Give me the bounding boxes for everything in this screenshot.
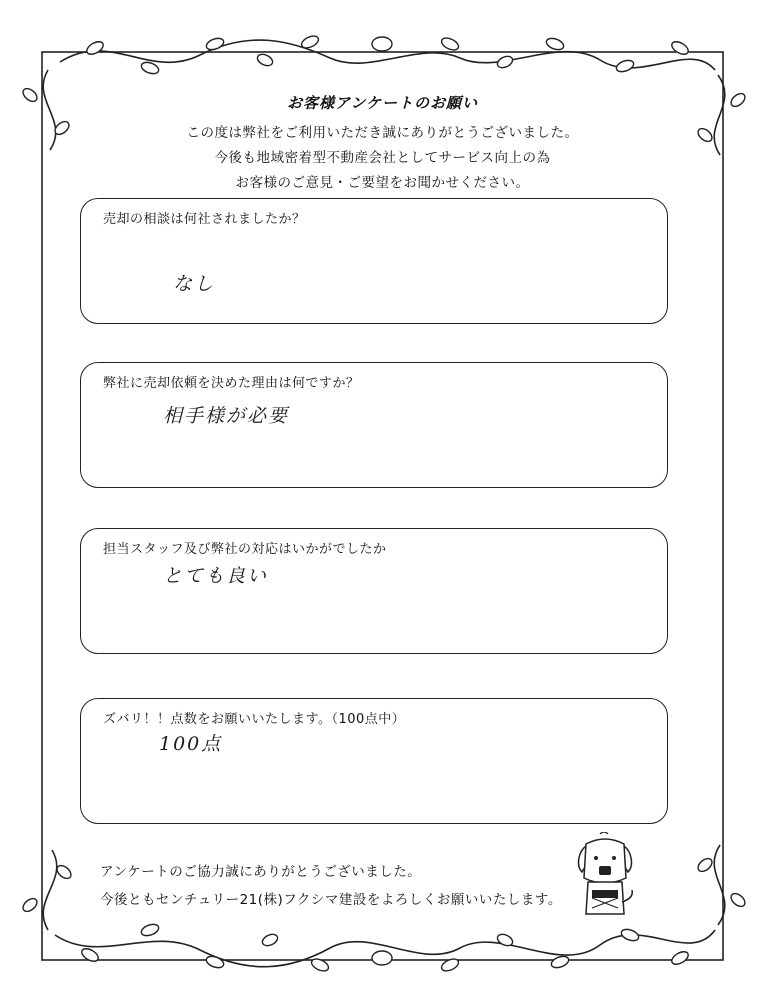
intro-line: この度は弊社をご利用いただき誠にありがとうございました。	[186, 125, 579, 141]
handwritten-answer: 100点	[159, 733, 223, 755]
question-label: 弊社に売却依頼を決めた理由は何ですか？	[103, 376, 360, 391]
dog-mascot-icon	[574, 832, 636, 924]
question-box	[80, 362, 668, 488]
intro-line: お客様のご意見・ご要望をお聞かせください。	[235, 175, 530, 191]
question-box	[80, 698, 668, 824]
question-label: 担当スタッフ及び弊社の対応はいかがでしたか	[103, 542, 387, 557]
handwritten-answer: なし	[173, 273, 216, 295]
question-box	[80, 528, 668, 654]
intro-line: 今後も地域密着型不動産会社としてサービス向上の為	[214, 150, 551, 166]
page-title: お客様アンケートのお願い	[286, 94, 479, 112]
closing-line: 今後ともセンチュリー21(株)フクシマ建設をよろしくお願いいたします。	[100, 892, 562, 908]
closing-line: アンケートのご協力誠にありがとうございました。	[100, 864, 422, 880]
handwritten-answer: とても良い	[163, 565, 269, 587]
handwritten-answer: 相手様が必要	[163, 405, 290, 427]
question-label: 売却の相談は何社されましたか？	[103, 212, 306, 227]
question-label: ズバリ！！点数をお願いいたします。（100点中）	[103, 712, 406, 727]
question-box	[80, 198, 668, 324]
